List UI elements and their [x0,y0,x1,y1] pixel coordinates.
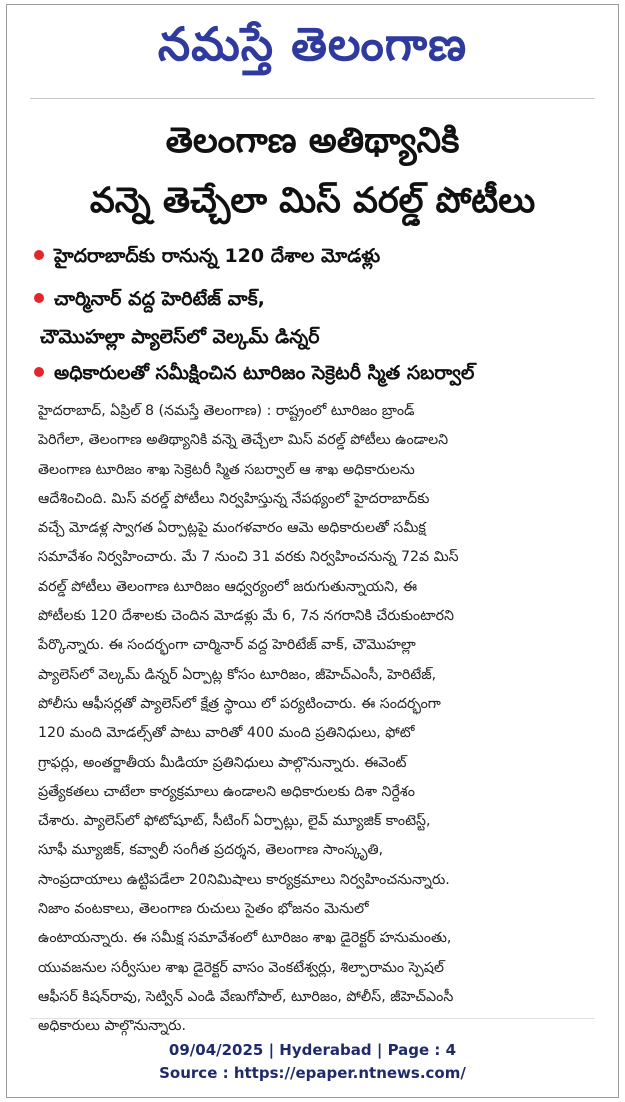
body-line: ఆదేశించింది. మిస్ వరల్డ్ పోటీలు నిర్వహిస్తున్న నేపథ్యంలో హైదరాబాద్‌కు [38,490,430,507]
body-line: చేశారు. ప్యాలెస్‌లో ఫోటోషూట్, సీటింగ్ ఏర్పాట్లు, లైవ్ మ్యూజిక్ కాంటెస్ట్, [38,813,431,830]
subhead-3 [34,356,474,390]
subhead-2-continuation: చౌమొహల్లా ప్యాలెస్‌లో వెల్కమ్ డిన్నర్ [40,326,320,348]
body-line: అధికారులు పాల్గొనున్నారు. [38,1018,186,1035]
footer-source-link[interactable]: Source : https://epaper.ntnews.com/ [159,1064,466,1082]
subhead-1 [34,239,380,273]
headline-line-2: వన్నె తెచ్చేలా మిస్ వరల్డ్ పోటీలు [89,181,536,221]
bullet-icon [34,293,44,303]
body-line: పెరిగేలా, తెలంగాణ అతిథ్యానికి వన్నె తెచ్చేలా మిస్ వరల్డ్ పోటీలు ఉండాలని [38,432,449,449]
body-line: యువజనుల సర్వీసుల శాఖ డైరెక్టర్ వాసం వెంకటేశ్వర్లు, శిల్పారామం స్పెషల్ [38,959,444,976]
body-line: సమావేశం నిర్వహించారు. మే 7 నుంచి 31 వరకు నిర్వహించనున్న 72వ మిస్ [38,549,459,566]
body-line: ఆఫీసర్ కిషన్‌రావు, సెట్విన్ ఎండి వేణుగోపాల్, టూరిజం, పోలీస్, జీహెచ్ఎంసీ [38,988,454,1005]
body-line: వచ్చే మోడళ్ల స్వాగత ఏర్పాట్లపై మంగళవారం ఆమె అధికారులతో సమీక్ష [38,520,426,537]
body-line: వరల్డ్ పోటీలు తెలంగాణ టూరిజం ఆధ్వర్యంలో జరుగుతున్నాయని, ఈ [38,578,418,595]
body-line: ప్రత్యేకతలు చాటేలా కార్యక్రమాలు ఉండాలని అధికారులకు దిశా నిర్దేశం [38,783,415,800]
headline-line-1: తెలంగాణ అతిథ్యానికి [165,121,460,161]
body-line: ఉంటాయన్నారు. ఈ సమీక్ష సమావేశంలో టూరిజం శాఖ డైరెక్టర్ హనుమంతు, [38,930,452,947]
body-line: నిజాం వంటకాలు, తెలంగాణ రుచులు సైతం భోజనం మెనులో [38,901,369,918]
subhead-text: చార్మినార్ వద్ద హెరిటేజ్ వాక్, [54,288,265,310]
body-line: పోలీసు ఆఫీసర్లతో ప్యాలెస్‌లో క్షేత్ర స్థాయి లో పర్యటించారు. ఈ సందర్భంగా [38,695,441,712]
body-line: హైదరాబాద్, ఏప్రిల్ 8 (నమస్తే తెలంగాణ) : రాష్ట్రంలో టూరిజం బ్రాండ్ [38,403,415,419]
bullet-icon [34,367,44,377]
body-line: పోటీలకు 120 దేశాలకు చెందిన మోడళ్లు మే 6, 7న నగరానికి చేరుకుంటారని [38,608,454,625]
subhead-text: హైదరాబాద్‌కు రానున్న 120 దేశాల మోడళ్లు [54,245,381,267]
body-line: ప్యాలెస్‌లో వెల్కమ్ డిన్నర్ ఏర్పాట్ల కోసం టూరిజం, జీహెచ్ఎంసీ, హెరిటేజ్, [38,666,437,683]
subhead-text: అధికారులతో సమీక్షించిన టూరిజం సెక్రెటరీ స్మిత సబర్వాల్ [54,362,475,384]
body-line: సాంప్రదాయాలు ఉట్టిపడేలా 20నిమిషాలు కార్యక్రమాలు నిర్వహించనున్నారు. [38,871,450,888]
footer-date-edition: 09/04/2025 | Hyderabad | Page : 4 [168,1041,457,1059]
body-line: 120 మంది మోడల్స్‌తో పాటు వారితో 400 మంది ప్రతినిధులు, ఫోటో [38,725,415,742]
divider [30,98,595,99]
divider [30,1018,595,1019]
bullet-icon [34,250,44,260]
article-body [38,397,572,1042]
subhead-2 [34,282,265,316]
body-line: పేర్కొన్నారు. ఈ సందర్భంగా చార్మినార్ వద్ద హెరిటేజ్ వాక్, చౌమొహల్లా [38,637,416,654]
body-line: సూఫీ మ్యూజిక్, కవ్వాలీ సంగీత ప్రదర్శన, తెలంగాణ సాంస్కృతి, [38,842,384,859]
body-line: గ్రాఫర్లు, అంతర్జాతీయ మీడియా ప్రతినిధులు పాల్గొనున్నారు. ఈవెంట్ [38,754,407,771]
body-line: తెలంగాణ టూరిజం శాఖ సెక్రెటరీ స్మిత సబర్వాల్ ఆ శాఖ అధికారులను [38,461,415,478]
newspaper-masthead: నమస్తే తెలంగాణ [157,17,468,71]
